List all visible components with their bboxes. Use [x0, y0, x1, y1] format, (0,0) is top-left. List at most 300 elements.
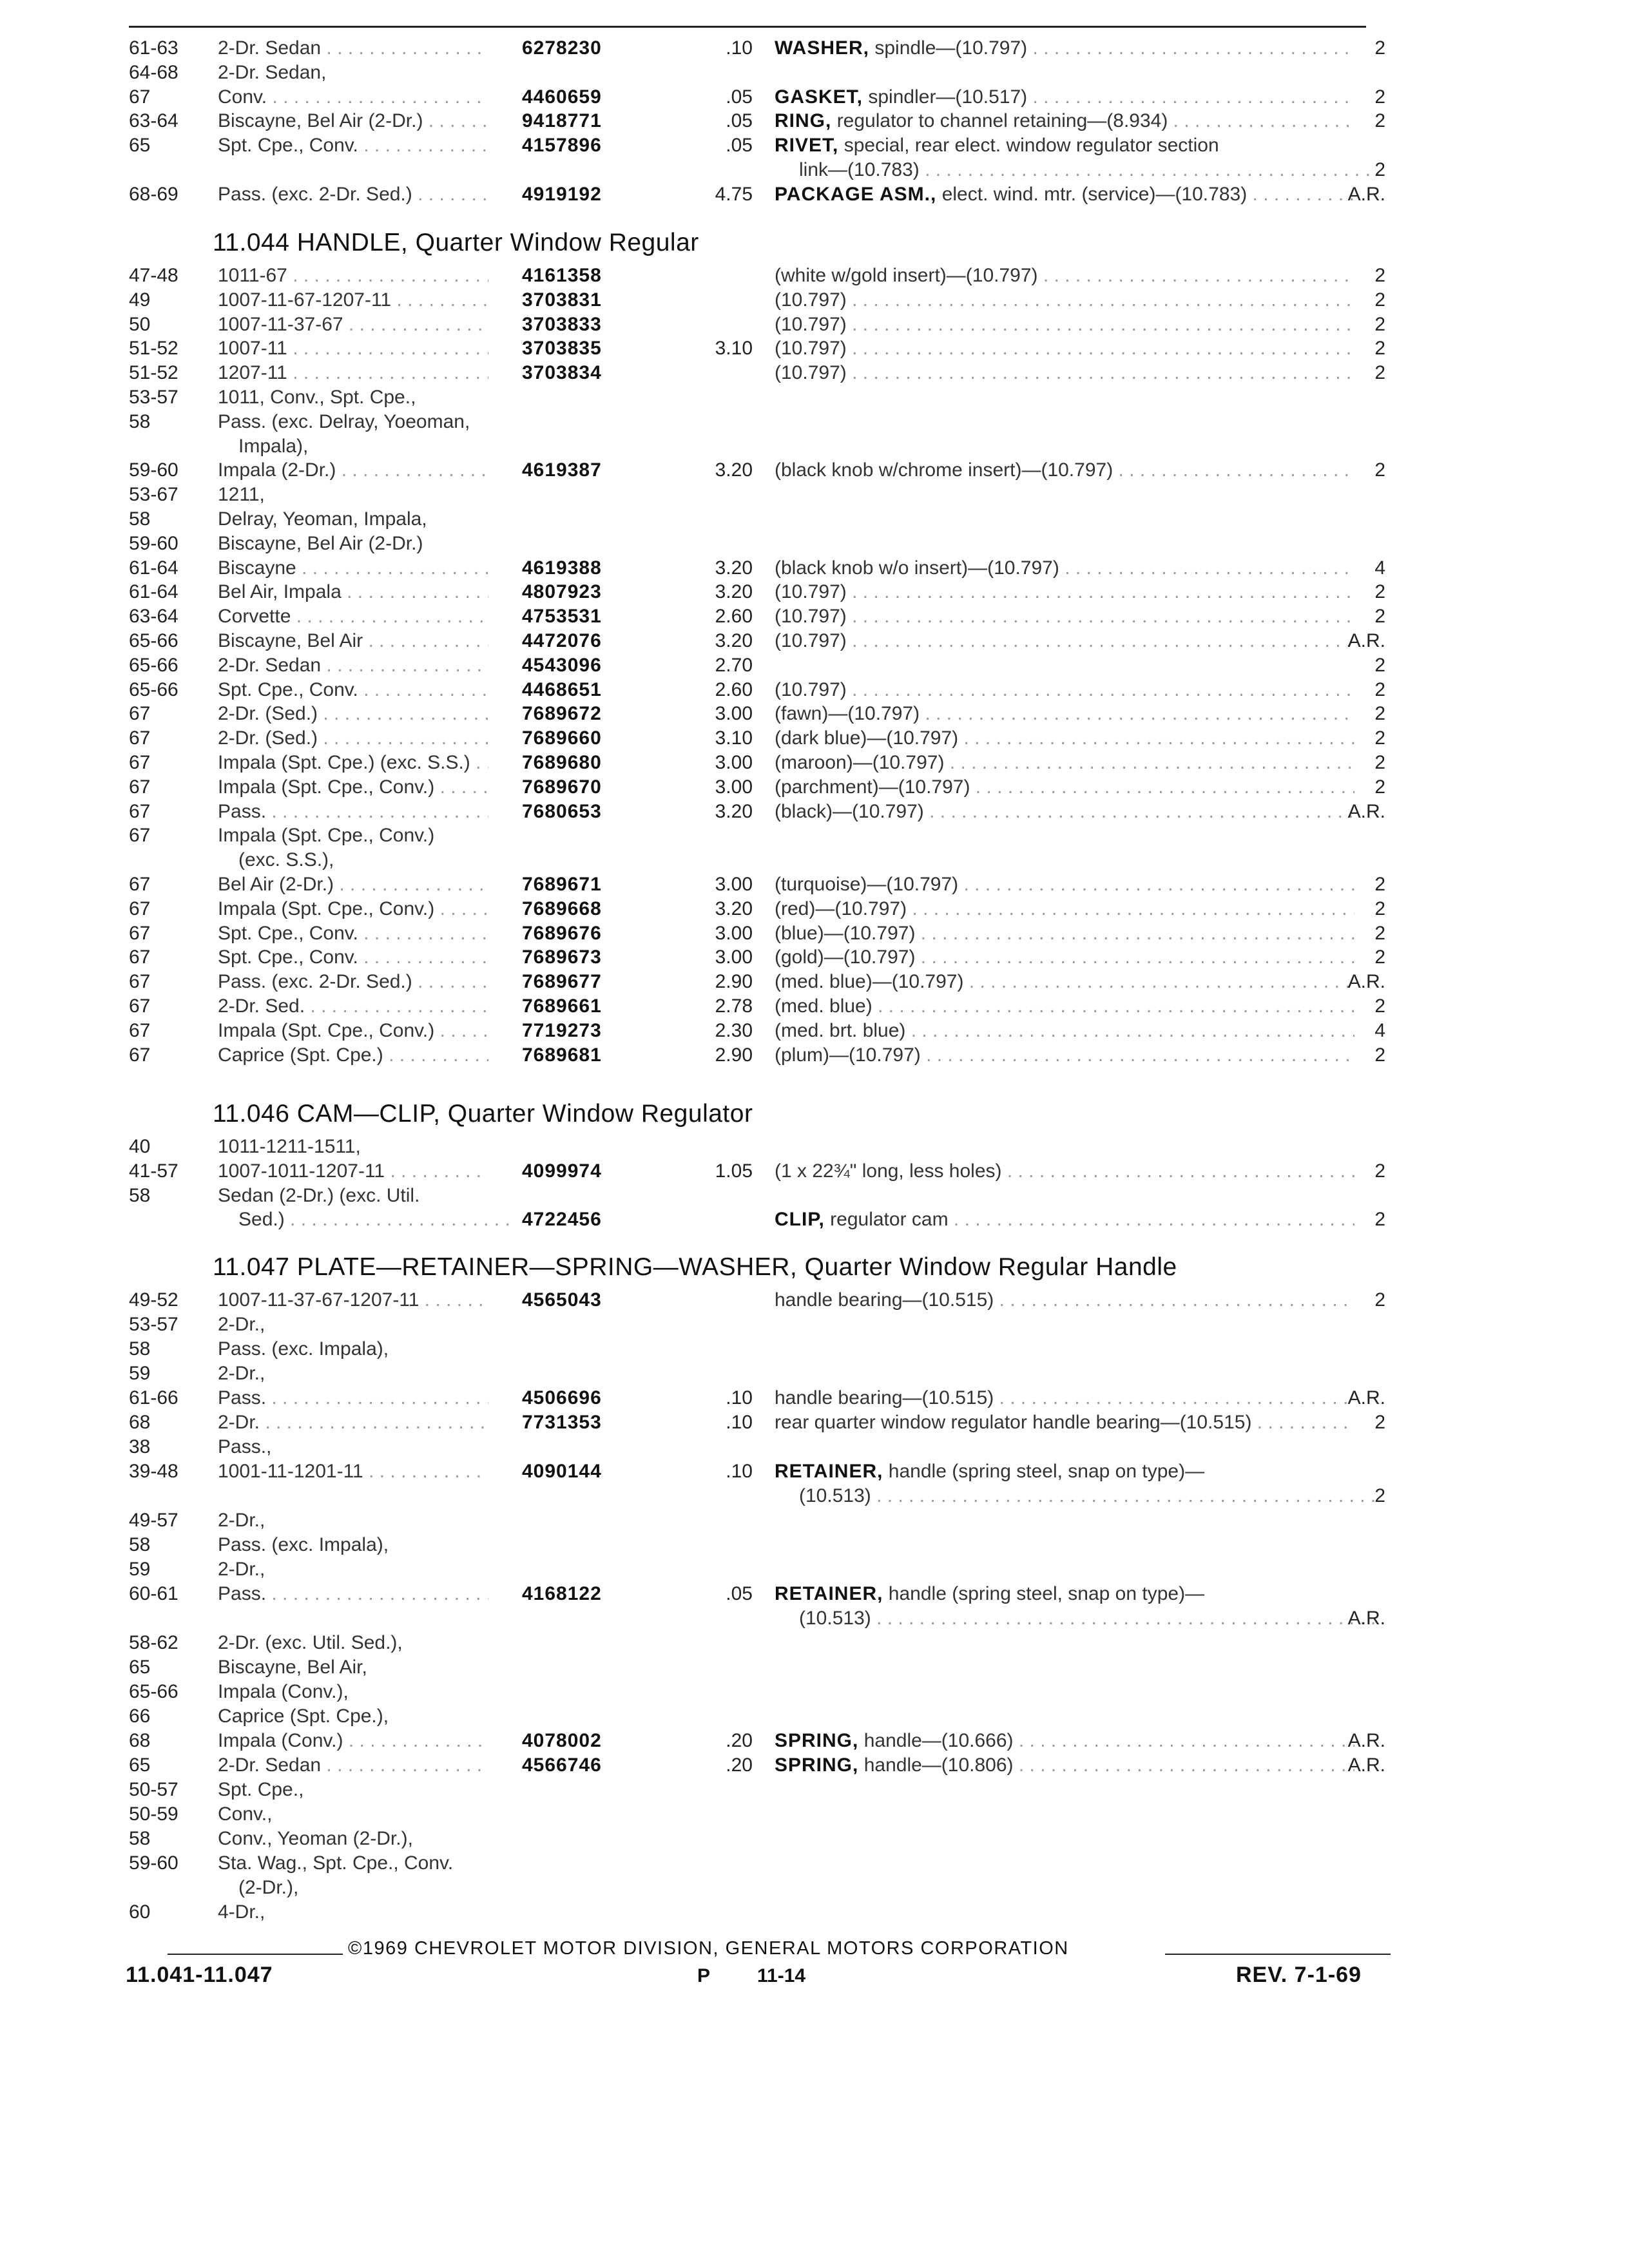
cell-part: 7689677: [522, 971, 602, 993]
cell-year: 65-66: [129, 1681, 178, 1702]
cell-description: [775, 945, 1354, 970]
cell-quantity: A.R.: [1347, 1608, 1385, 1629]
cell-part: 7680653: [522, 800, 602, 822]
cell-price: 3.00: [715, 947, 753, 968]
part-description: (10.797): [775, 630, 847, 651]
cell-model: 2-Dr. (Sed.) . . .: [218, 701, 488, 727]
cell-model: Pass. (exc. 2-Dr. Sed.) . . .: [218, 969, 488, 995]
part-name: WASHER,: [775, 37, 870, 59]
cell-year: 50: [129, 313, 151, 335]
catalog-row: [0, 823, 1629, 849]
part-description: (white w/gold insert)—(10.797): [775, 265, 1038, 286]
cell-quantity: A.R.: [1347, 1754, 1385, 1776]
cell-model: Conv. . . .: [218, 84, 488, 110]
cell-part: 7689680: [522, 752, 602, 773]
cell-model: 1011, Conv., Spt. Cpe.,: [218, 387, 416, 408]
cell-year: 64-68: [129, 61, 178, 83]
cell-model: Pass. (exc. Delray, Yoeoman,: [218, 410, 470, 432]
cell-year: 65: [129, 1754, 151, 1776]
cell-year: 65-66: [129, 654, 178, 676]
cell-price: 3.20: [715, 459, 753, 481]
part-description: regulator to channel retaining—(8.934): [836, 110, 1168, 132]
catalog-row: [0, 1361, 1629, 1387]
cell-model: Biscayne . . .: [218, 555, 488, 581]
cell-model: 4-Dr.,: [218, 1901, 265, 1923]
footer-section-range: 11.041-11.047: [126, 1963, 273, 1987]
cell-price: .20: [726, 1754, 753, 1776]
catalog-row: [0, 108, 1629, 134]
part-name: RETAINER,: [775, 1461, 883, 1482]
catalog-row: [0, 799, 1629, 825]
cell-model: Impala (2-Dr.) . . .: [218, 457, 488, 483]
cell-year: 61-64: [129, 557, 178, 579]
cell-year: 50-59: [129, 1803, 178, 1825]
cell-quantity: 2: [1374, 1485, 1385, 1506]
cell-year: 67: [129, 995, 151, 1017]
cell-model: 2-Dr.,: [218, 1510, 265, 1531]
part-name: PACKAGE ASM.,: [775, 183, 937, 205]
cell-description: [799, 1483, 1379, 1509]
cell-year: 49-52: [129, 1289, 178, 1311]
part-description: (med. blue)—(10.797): [775, 971, 964, 993]
cell-model: Caprice (Spt. Cpe.),: [218, 1706, 389, 1727]
catalog-row: [0, 457, 1629, 483]
cell-quantity: A.R.: [1347, 1730, 1385, 1751]
cell-description: [775, 750, 1354, 776]
cell-quantity: 2: [1374, 922, 1385, 944]
cell-year: 68-69: [129, 183, 178, 205]
cell-price: 3.00: [715, 752, 753, 773]
cell-year: 67: [129, 947, 151, 968]
part-description: (10.513): [799, 1608, 871, 1629]
cell-description: [775, 774, 1354, 800]
cell-price: 2.70: [715, 654, 753, 676]
part-description: spindle—(10.797): [874, 37, 1028, 59]
cell-year: 63-64: [129, 606, 178, 628]
cell-description: [775, 312, 1354, 338]
cell-model: (2-Dr.),: [238, 1877, 299, 1898]
cell-model: Impala (Conv.) . . .: [218, 1728, 488, 1754]
cell-year: 65: [129, 135, 151, 157]
cell-year: 67: [129, 800, 151, 822]
catalog-row: [0, 312, 1629, 338]
cell-part: 3703835: [522, 338, 602, 360]
cell-year: 47-48: [129, 265, 178, 286]
cell-year: 67: [129, 727, 151, 749]
cell-price: 3.20: [715, 581, 753, 603]
part-description: (med. blue): [775, 995, 872, 1017]
part-description: (maroon)—(10.797): [775, 752, 945, 773]
cell-description: [775, 1158, 1354, 1184]
cell-quantity: 2: [1374, 874, 1385, 895]
cell-part: 7689661: [522, 995, 602, 1017]
cell-quantity: 2: [1374, 581, 1385, 603]
cell-part: 9418771: [522, 110, 602, 132]
cell-quantity: 2: [1374, 752, 1385, 773]
part-description: (black knob w/chrome insert)—(10.797): [775, 459, 1113, 481]
part-description: (med. brt. blue): [775, 1019, 906, 1041]
cell-year: 67: [129, 971, 151, 993]
cell-model: Impala (Spt. Cpe., Conv.) . . .: [218, 896, 488, 922]
cell-quantity: 2: [1374, 1412, 1385, 1433]
cell-year: 58: [129, 1184, 151, 1206]
cell-description: [775, 1018, 1354, 1044]
cell-quantity: 2: [1374, 110, 1385, 132]
cell-part: 4157896: [522, 135, 602, 157]
footer-copyright: ©1969 CHEVROLET MOTOR DIVISION, GENERAL MOTORS CORPORATION: [348, 1938, 1069, 1959]
cell-year: 53-67: [129, 484, 178, 506]
cell-description: [775, 555, 1354, 581]
cell-model: Impala (Spt. Cpe., Conv.): [218, 825, 435, 847]
cell-description: [775, 1207, 1354, 1233]
cell-model: Bel Air, Impala . . .: [218, 579, 488, 605]
cell-part: 4722456: [522, 1209, 602, 1231]
cell-model: 1007-11-67-1207-11 . . .: [218, 287, 488, 313]
cell-price: 3.00: [715, 922, 753, 944]
part-description: regulator cam: [830, 1209, 949, 1231]
cell-model: 1011-67 . . .: [218, 263, 488, 289]
cell-quantity: 2: [1374, 37, 1385, 59]
cell-year: 59: [129, 1559, 151, 1580]
cell-year: 65: [129, 1657, 151, 1678]
cell-description: [775, 287, 1354, 313]
part-description: spindler—(10.517): [868, 86, 1028, 108]
cell-description: [775, 457, 1354, 483]
cell-part: 7689660: [522, 727, 602, 749]
cell-model: 1211,: [218, 484, 265, 506]
cell-price: .05: [726, 1583, 753, 1604]
catalog-row: [0, 1875, 1629, 1901]
cell-model: Sedan (2-Dr.) (exc. Util.: [218, 1184, 420, 1206]
cell-quantity: A.R.: [1347, 800, 1385, 822]
cell-model: Sta. Wag., Spt. Cpe., Conv.: [218, 1852, 454, 1874]
cell-price: 2.78: [715, 995, 753, 1017]
cell-quantity: 2: [1374, 338, 1385, 360]
catalog-row: [0, 921, 1629, 947]
catalog-row: [0, 84, 1629, 110]
catalog-row: [0, 1385, 1629, 1411]
cell-year: 67: [129, 703, 151, 725]
catalog-row: [0, 872, 1629, 898]
cell-description: [775, 921, 1354, 947]
section-heading: 11.044 HANDLE, Quarter Window Regular: [213, 229, 699, 256]
cell-year: 41-57: [129, 1160, 178, 1182]
cell-description: [775, 896, 1354, 922]
cell-year: 67: [129, 922, 151, 944]
cell-part: 4468651: [522, 678, 602, 700]
catalog-row: [0, 1508, 1629, 1533]
cell-description: [775, 182, 1354, 207]
cell-part: 4506696: [522, 1387, 602, 1408]
cell-year: 58: [129, 410, 151, 432]
cell-year: 66: [129, 1706, 151, 1727]
catalog-row: [0, 1630, 1629, 1656]
cell-quantity: 2: [1374, 898, 1385, 919]
cell-quantity: 2: [1374, 1160, 1385, 1182]
cell-part: 7719273: [522, 1019, 602, 1041]
part-description: handle bearing—(10.515): [775, 1289, 994, 1311]
cell-year: 65-66: [129, 678, 178, 700]
catalog-row: [0, 774, 1629, 800]
part-description: (10.797): [775, 338, 847, 360]
cell-model: Spt. Cpe.,: [218, 1779, 304, 1800]
part-description: (fawn)—(10.797): [775, 703, 920, 725]
cell-price: 4.75: [715, 183, 753, 205]
cell-model: 2-Dr.,: [218, 1314, 265, 1335]
cell-price: .10: [726, 1412, 753, 1433]
catalog-row: [0, 1183, 1629, 1209]
cell-part: 7689671: [522, 874, 602, 895]
cell-model: 1001-11-1201-11 . . .: [218, 1459, 488, 1485]
cell-model: 2-Dr. (Sed.) . . .: [218, 726, 488, 751]
cell-part: 7689668: [522, 898, 602, 919]
cell-year: 59-60: [129, 532, 178, 554]
catalog-row: [0, 1655, 1629, 1680]
cell-year: 67: [129, 1019, 151, 1041]
cell-model: Pass. . . .: [218, 1385, 488, 1411]
cell-model: Spt. Cpe., Conv. . . .: [218, 921, 488, 947]
part-description: handle bearing—(10.515): [775, 1387, 994, 1408]
cell-year: 59: [129, 1363, 151, 1384]
cell-quantity: 2: [1374, 776, 1385, 798]
cell-description: [775, 108, 1354, 134]
cell-model: Biscayne, Bel Air . . .: [218, 628, 488, 654]
cell-year: 67: [129, 898, 151, 919]
cell-year: 67: [129, 874, 151, 895]
cell-price: 2.30: [715, 1019, 753, 1041]
cell-model: Impala (Conv.),: [218, 1681, 349, 1702]
cell-year: 58-62: [129, 1632, 178, 1653]
cell-part: 4919192: [522, 183, 602, 205]
catalog-row: [0, 847, 1629, 873]
cell-model: 1207-11 . . .: [218, 360, 488, 386]
cell-model: Impala (Spt. Cpe., Conv.) . . .: [218, 774, 488, 800]
catalog-row: [0, 1483, 1629, 1509]
cell-year: 53-57: [129, 387, 178, 408]
cell-price: 3.00: [715, 703, 753, 725]
catalog-row: [0, 287, 1629, 313]
catalog-row: [0, 409, 1629, 435]
cell-model: Pass. . . .: [218, 799, 488, 825]
part-description: (1 x 22¾" long, less holes): [775, 1160, 1002, 1182]
cell-model: Pass. (exc. Impala),: [218, 1534, 389, 1555]
catalog-row: [0, 1850, 1629, 1876]
cell-description: [775, 84, 1354, 110]
part-name: RETAINER,: [775, 1583, 883, 1604]
catalog-row: [0, 555, 1629, 581]
cell-price: 2.60: [715, 678, 753, 700]
cell-model: Bel Air (2-Dr.) . . .: [218, 872, 488, 898]
catalog-row: [0, 994, 1629, 1019]
catalog-row: [0, 1158, 1629, 1184]
cell-model: 1007-11-37-67 . . .: [218, 312, 488, 338]
cell-part: 3703834: [522, 362, 602, 384]
cell-model: 2-Dr. (exc. Util. Sed.),: [218, 1632, 403, 1653]
part-description: (10.797): [775, 581, 847, 603]
cell-quantity: 2: [1374, 1289, 1385, 1311]
catalog-row: [0, 1018, 1629, 1044]
part-description: (10.513): [799, 1485, 871, 1506]
cell-description: [775, 1043, 1354, 1068]
catalog-row: [0, 1753, 1629, 1778]
cell-year: 59-60: [129, 1852, 178, 1874]
part-description: (10.797): [775, 362, 847, 384]
cell-year: 67: [129, 1044, 151, 1066]
cell-part: 4543096: [522, 654, 602, 676]
cell-quantity: 2: [1374, 86, 1385, 108]
part-name: GASKET,: [775, 86, 863, 108]
cell-quantity: 2: [1374, 678, 1385, 700]
cell-model: 2-Dr. Sed. . . .: [218, 994, 488, 1019]
cell-model: Pass.,: [218, 1436, 272, 1457]
cell-description: [775, 1728, 1354, 1754]
cell-model: 2-Dr. Sedan . . .: [218, 1753, 488, 1778]
cell-quantity: 2: [1374, 703, 1385, 725]
catalog-row: [0, 677, 1629, 703]
part-description: (black)—(10.797): [775, 800, 924, 822]
cell-part: 4619388: [522, 557, 602, 579]
cell-price: 2.90: [715, 1044, 753, 1066]
cell-part: 4565043: [522, 1289, 602, 1311]
cell-description: [775, 677, 1354, 703]
cell-part: 7689673: [522, 947, 602, 968]
part-name: RING,: [775, 110, 832, 132]
cell-part: 4460659: [522, 86, 602, 108]
catalog-row: [0, 1043, 1629, 1068]
part-description: (red)—(10.797): [775, 898, 907, 919]
cell-quantity: 2: [1374, 265, 1385, 286]
cell-quantity: 2: [1374, 1044, 1385, 1066]
cell-year: 68: [129, 1412, 151, 1433]
cell-description: [775, 1753, 1354, 1778]
catalog-row: [0, 336, 1629, 361]
cell-description: [775, 133, 1354, 159]
cell-description: [775, 872, 1354, 898]
cell-model: 2-Dr.,: [218, 1559, 265, 1580]
catalog-row: [0, 157, 1629, 183]
part-description: (dark blue)—(10.797): [775, 727, 959, 749]
part-name: SPRING,: [775, 1730, 859, 1751]
cell-quantity: 2: [1374, 727, 1385, 749]
catalog-row: [0, 434, 1629, 459]
footer-page-number: 11-14: [757, 1965, 806, 1986]
cell-model: Spt. Cpe., Conv. . . .: [218, 677, 488, 703]
cell-model: 2-Dr. Sedan . . .: [218, 35, 488, 61]
cell-part: 6278230: [522, 37, 602, 59]
cell-year: 63-64: [129, 110, 178, 132]
cell-model: 1007-11 . . .: [218, 336, 488, 361]
cell-model: 1007-1011-1207-11 . . .: [218, 1158, 488, 1184]
part-name: CLIP,: [775, 1209, 825, 1231]
cell-model: Pass. (exc. Impala),: [218, 1338, 389, 1360]
catalog-row: [0, 579, 1629, 605]
cell-year: 59-60: [129, 459, 178, 481]
cell-quantity: 2: [1374, 289, 1385, 311]
cell-model: Delray, Yeoman, Impala,: [218, 508, 427, 530]
cell-year: 67: [129, 752, 151, 773]
cell-price: 2.90: [715, 971, 753, 993]
part-description: (10.797): [775, 289, 847, 311]
cell-part: 4566746: [522, 1754, 602, 1776]
catalog-row: [0, 1777, 1629, 1803]
footer-revision: REV. 7-1-69: [1236, 1963, 1362, 1987]
cell-part: 4807923: [522, 581, 602, 603]
cell-model: 1011-1211-1511,: [218, 1136, 361, 1157]
cell-part: 4161358: [522, 265, 602, 286]
footer-rule-right: [1165, 1954, 1391, 1955]
cell-part: 3703833: [522, 313, 602, 335]
cell-year: 61-64: [129, 581, 178, 603]
cell-price: 3.20: [715, 898, 753, 919]
cell-model: Sed.) . . .: [238, 1207, 509, 1233]
cell-model: 2-Dr.,: [218, 1363, 265, 1384]
catalog-row: [0, 701, 1629, 727]
cell-model: Impala),: [238, 435, 309, 457]
cell-part: 4078002: [522, 1730, 602, 1751]
cell-model: Spt. Cpe., Conv. . . .: [218, 133, 488, 159]
cell-year: 65-66: [129, 630, 178, 651]
catalog-row: [0, 1899, 1629, 1925]
cell-price: 3.00: [715, 776, 753, 798]
cell-part: 4472076: [522, 630, 602, 651]
catalog-row: [0, 1802, 1629, 1827]
cell-model: Spt. Cpe., Conv. . . .: [218, 945, 488, 970]
catalog-row: [0, 969, 1629, 995]
cell-part: 7689681: [522, 1044, 602, 1066]
catalog-row: [0, 482, 1629, 508]
cell-description: [775, 604, 1354, 629]
part-name: SPRING,: [775, 1754, 859, 1776]
cell-model: 2-Dr. . . .: [218, 1410, 488, 1436]
cell-year: 60-61: [129, 1583, 178, 1604]
catalog-row: [0, 1207, 1629, 1233]
part-description: special, rear elect. window regulator section: [843, 135, 1219, 157]
cell-model: Pass. (exc. 2-Dr. Sed.) . . .: [218, 182, 488, 207]
catalog-row: [0, 1826, 1629, 1852]
cell-year: 58: [129, 1338, 151, 1360]
cell-price: .10: [726, 37, 753, 59]
cell-model: Impala (Spt. Cpe.) (exc. S.S.) . . .: [218, 750, 488, 776]
catalog-row: [0, 182, 1629, 207]
section-heading: 11.047 PLATE—RETAINER—SPRING—WASHER, Quarter Window Regular Handle: [213, 1253, 1177, 1281]
cell-year: 51-52: [129, 338, 178, 360]
cell-model: Conv., Yeoman (2-Dr.),: [218, 1828, 413, 1849]
cell-year: 61-63: [129, 37, 178, 59]
cell-part: 4619387: [522, 459, 602, 481]
cell-part: 3703831: [522, 289, 602, 311]
part-description: (10.797): [775, 678, 847, 700]
cell-year: 40: [129, 1136, 151, 1157]
cell-price: 3.00: [715, 874, 753, 895]
catalog-row: [0, 896, 1629, 922]
part-description: (gold)—(10.797): [775, 947, 916, 968]
cell-year: 67: [129, 86, 151, 108]
cell-quantity: A.R.: [1347, 971, 1385, 993]
cell-description: [775, 1287, 1354, 1313]
part-description: (10.797): [775, 606, 847, 628]
part-description: handle (spring steel, snap on type)—: [888, 1461, 1205, 1482]
part-description: (blue)—(10.797): [775, 922, 916, 944]
cell-year: 68: [129, 1730, 151, 1751]
cell-quantity: 2: [1374, 459, 1385, 481]
cell-description: [775, 35, 1354, 61]
cell-description: [775, 1410, 1354, 1436]
cell-part: 4090144: [522, 1461, 602, 1482]
cell-price: .05: [726, 110, 753, 132]
cell-quantity: 2: [1374, 654, 1385, 676]
cell-quantity: 2: [1374, 362, 1385, 384]
cell-year: 38: [129, 1436, 151, 1457]
